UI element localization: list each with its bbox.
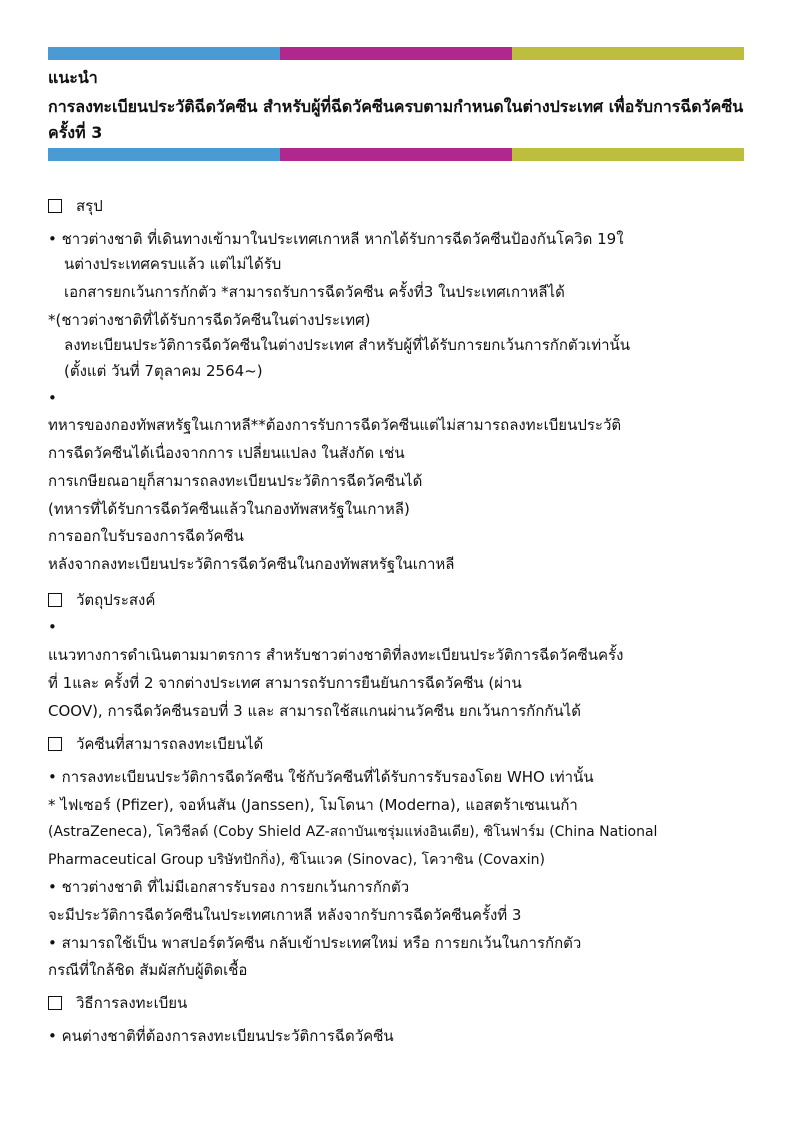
- vaccines-line: * ไฟเซอร์ (Pfizer), จอห์นสัน (Janssen), โมโดนา (Moderna), แอสตร้าเซนเนก้า: [48, 796, 578, 814]
- stripe-blue: [48, 148, 280, 161]
- vaccines-line: (AstraZeneca), โควิชีลด์ (Coby Shield AZ-สถาบันเซรุ่มแห่งอินเดีย), ซิโนฟาร์ม (China National: [48, 824, 658, 840]
- vaccines-line: • ชาวต่างชาติ ที่ไม่มีเอกสารรับรอง การยกเว้นการกักตัว: [48, 878, 410, 896]
- summary-line: ลงทะเบียนประวัติการฉีดวัคซีนในต่างประเทศ สำหรับผู้ที่ได้รับการยกเว้นการกักตัวเท่านั้น: [64, 336, 631, 354]
- stripe-magenta: [280, 47, 512, 60]
- section-heading-method: [48, 993, 187, 1013]
- section-heading-vaccines: [48, 734, 263, 754]
- summary-line: •: [48, 389, 57, 407]
- summary-line: การเกษียณอายุก็สามารถลงทะเบียนประวัติการฉีดวัคซีนได้: [48, 472, 423, 490]
- summary-line: (ตั้งแต่ วันที่ 7ตุลาคม 2564~): [64, 362, 263, 380]
- vaccines-line: • การลงทะเบียนประวัติการฉีดวัคซีน ใช้กับวัคซีนที่ได้รับการรับรองโดย WHO เท่านั้น: [48, 768, 594, 786]
- top-color-stripe: [48, 47, 744, 60]
- stripe-olive: [512, 47, 744, 60]
- summary-line: เอกสารยกเว้นการกักตัว *สามารถรับการฉีดวัคซีน ครั้งที่3 ในประเทศเกาหลีได้: [64, 283, 565, 301]
- bottom-color-stripe: [48, 148, 744, 161]
- summary-line: การฉีดวัคซีนได้เนื่องจากการ เปลี่ยนแปลง ในสังกัด เช่น: [48, 444, 405, 462]
- section-heading-text: วัตถุประสงค์: [76, 591, 156, 609]
- purpose-line: แนวทางการดำเนินตามมาตรการ สำหรับชาวต่างชาติที่ลงทะเบียนประวัติการฉีดวัคซีนครั้ง: [48, 646, 624, 664]
- section-heading-purpose: [48, 590, 155, 610]
- vaccines-line: Pharmaceutical Group บริษัทปักกิ่ง), ซิโนแวค (Sinovac), โควาซิน (Covaxin): [48, 852, 545, 868]
- page-title: การลงทะเบียนประวัติฉีดวัคซีน สำหรับผู้ที่ฉีดวัคซีนครบตามกำหนดในต่างประเทศ เพื่อรับการฉีดวัคซีนครั้งที่ 3: [48, 97, 744, 142]
- checkbox-square-icon: [48, 996, 62, 1010]
- summary-line: การออกใบรับรองการฉีดวัคซีน: [48, 527, 244, 545]
- purpose-line: •: [48, 618, 57, 636]
- header-label: แนะนำ: [48, 68, 98, 87]
- section-heading-text: สรุป: [76, 197, 103, 215]
- method-line: • คนต่างชาติที่ต้องการลงทะเบียนประวัติการฉีดวัคซีน: [48, 1027, 394, 1045]
- vaccines-line: จะมีประวัติการฉีดวัคซีนในประเทศเกาหลี หลังจากรับการฉีดวัคซีนครั้งที่ 3: [48, 906, 522, 924]
- summary-line: ทหารของกองทัพสหรัฐในเกาหลี**ต้องการรับการฉีดวัคซีนแต่ไม่สามารถลงทะเบียนประวัติ: [48, 416, 622, 434]
- section-heading-summary: [48, 196, 103, 216]
- section-heading-text: วัคซีนที่สามารถลงทะเบียนได้: [76, 735, 264, 753]
- summary-line: *(ชาวต่างชาติที่ได้รับการฉีดวัคซีนในต่างประเทศ): [48, 311, 371, 329]
- summary-line: หลังจากลงทะเบียนประวัติการฉีดวัคซีนในกองทัพสหรัฐในเกาหลี: [48, 555, 455, 573]
- stripe-blue: [48, 47, 280, 60]
- vaccines-line: • สามารถใช้เป็น พาสปอร์ตวัคซีน กลับเข้าประเทศใหม่ หรือ การยกเว้นในการกักตัว: [48, 934, 582, 952]
- stripe-olive: [512, 148, 744, 161]
- summary-line: • ชาวต่างชาติ ที่เดินทางเข้ามาในประเทศเกาหลี หากได้รับการฉีดวัคซีนป้องกันโควิด 19ใ: [48, 230, 624, 248]
- section-heading-text: วิธีการลงทะเบียน: [76, 994, 188, 1012]
- checkbox-square-icon: [48, 737, 62, 751]
- purpose-line: COOV), การฉีดวัคซีนรอบที่ 3 และ สามารถใช้สแกนผ่านวัคซีน ยกเว้นการกักกันได้: [48, 702, 581, 720]
- stripe-magenta: [280, 148, 512, 161]
- summary-line: นต่างประเทศครบแล้ว แต่ไม่ได้รับ: [64, 255, 282, 273]
- purpose-line: ที่ 1และ ครั้งที่ 2 จากต่างประเทศ สามารถรับการยืนยันการฉีดวัคซีน (ผ่าน: [48, 674, 522, 692]
- summary-line: (ทหารที่ได้รับการฉีดวัคซีนแล้วในกองทัพสหรัฐในเกาหลี): [48, 500, 410, 518]
- checkbox-square-icon: [48, 593, 62, 607]
- checkbox-square-icon: [48, 199, 62, 213]
- vaccines-line: กรณีที่ใกล้ชิด สัมผัสกับผู้ติดเชื้อ: [48, 961, 248, 979]
